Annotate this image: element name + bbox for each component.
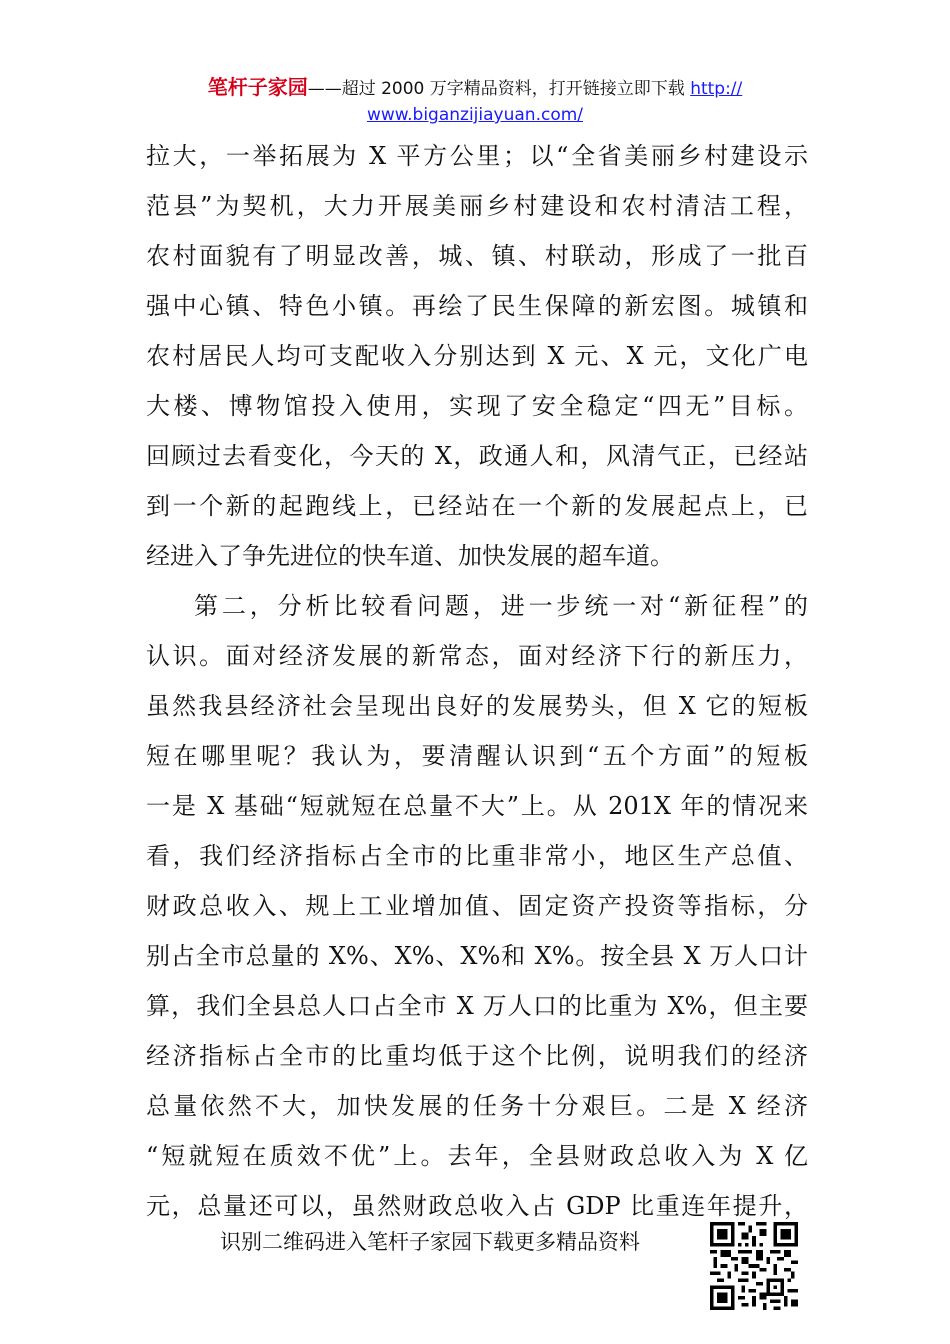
document-body <box>146 131 808 1231</box>
download-link-part2[interactable]: www.biganzijiayuan.com/ <box>366 105 584 125</box>
body-line: “短就短在质效不优”上。去年，全县财政总收入为 X 亿 <box>146 1142 808 1170</box>
body-line: 别占全市总量的 X%、X%、X%和 X%。按全县 X 万人口计 <box>146 942 808 970</box>
header-line-2 <box>0 102 950 128</box>
page-footer <box>0 1222 950 1262</box>
body-line: 认识。面对经济发展的新常态，面对经济下行的新压力， <box>146 642 808 670</box>
body-line: 农村面貌有了明显改善，城、镇、村联动，形成了一批百 <box>146 242 808 270</box>
brand-name: 笔杆子家园 <box>207 75 308 99</box>
header-tagline: ——超过 2000 万字精品资料，打开链接立即下载 <box>307 79 691 99</box>
body-line: 元，总量还可以，虽然财政总收入占 GDP 比重连年提升， <box>146 1192 808 1220</box>
body-line: 强中心镇、特色小镇。再绘了民生保障的新宏图。城镇和 <box>146 292 808 320</box>
body-line: 到一个新的起跑线上，已经站在一个新的发展起点上，已 <box>146 492 808 520</box>
download-link-part1[interactable]: http:// <box>690 79 743 99</box>
body-line: 短在哪里呢？我认为，要清醒认识到“五个方面”的短板 <box>146 742 808 770</box>
body-line: 看，我们经济指标占全市的比重非常小，地区生产总值、 <box>146 842 808 870</box>
page-header <box>0 74 950 128</box>
qr-code-icon[interactable] <box>710 1222 798 1310</box>
body-line: 算，我们全县总人口占全市 X 万人口的比重为 X%，但主要 <box>146 992 808 1020</box>
body-line: 总量依然不大，加快发展的任务十分艰巨。二是 X 经济 <box>146 1092 808 1120</box>
body-line: 第二，分析比较看问题，进一步统一对“新征程”的 <box>194 592 808 620</box>
body-line: 经进入了争先进位的快车道、加快发展的超车道。 <box>146 542 674 570</box>
body-line: 农村居民人均可支配收入分别达到 X 元、X 元，文化广电 <box>146 342 808 370</box>
header-line-1 <box>0 74 950 102</box>
body-line: 大楼、博物馆投入使用，实现了安全稳定“四无”目标。 <box>146 392 808 420</box>
body-line: 范县”为契机，大力开展美丽乡村建设和农村清洁工程， <box>146 192 808 220</box>
body-line: 经济指标占全市的比重均低于这个比例，说明我们的经济 <box>146 1042 808 1070</box>
body-line: 虽然我县经济社会呈现出良好的发展势头，但 X 它的短板 <box>146 692 808 720</box>
body-line: 一是 X 基础“短就短在总量不大”上。从 201X 年的情况来 <box>146 792 808 820</box>
body-line: 财政总收入、规上工业增加值、固定资产投资等指标，分 <box>146 892 808 920</box>
body-line: 拉大，一举拓展为 X 平方公里；以“全省美丽乡村建设示 <box>146 142 808 170</box>
footer-text: 识别二维码进入笔杆子家园下载更多精品资料 <box>220 1230 640 1254</box>
body-line: 回顾过去看变化，今天的 X，政通人和，风清气正，已经站 <box>146 442 808 470</box>
